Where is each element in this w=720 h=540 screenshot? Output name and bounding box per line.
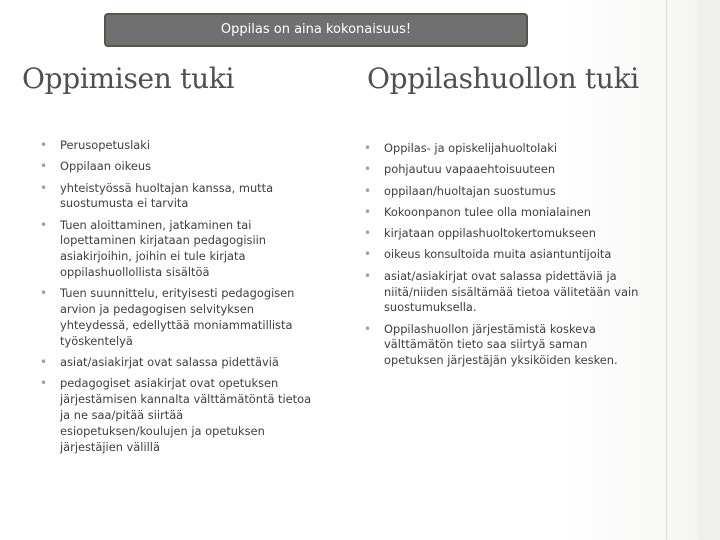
list-item — [32, 218, 314, 281]
bullet-icon: • — [40, 376, 48, 391]
list-item — [32, 181, 314, 213]
list-item — [32, 355, 314, 371]
list-item-text: Perusopetuslaki — [60, 138, 151, 152]
list-item-text: pohjautuu vapaaehtoisuuteen — [384, 162, 556, 177]
bullet-icon: • — [364, 268, 372, 283]
left-column-title: Oppimisen tuki — [22, 62, 235, 95]
bullet-icon: • — [364, 204, 372, 219]
bullet-icon: • — [364, 247, 372, 262]
list-item-text: Kokoonpanon tulee olla monialainen — [384, 204, 592, 219]
bullet-icon: • — [364, 183, 372, 198]
list-item-text: pedagogiset asiakirjat ovat opetuksen järjestämisen kannalta välttämätöntä tietoa ja ne saa/pitää siirtää esiopetuksen/koulujen ja opetuksen järjestäjien välillä — [60, 376, 312, 454]
bullet-icon: • — [364, 321, 372, 336]
list-item-text: Oppilashuollon järjestämistä koskeva välttämätön tieto saa siirtyä saman opetuksen järjestäjän yksiköiden kesken. — [384, 321, 618, 368]
list-item-text: Tuen suunnittelu, erityisesti pedagogisen arvion ja pedagogisen selvityksen yhteydessä, edellyttää moniammatillista työskentelyä — [60, 286, 295, 348]
list-item-text: Tuen aloittaminen, jatkaminen tai lopettaminen kirjataan pedagogisiin asiakirjoihin, joihin ei tule kirjata oppilashuollollista sisältöä — [60, 217, 266, 280]
header-banner — [104, 13, 528, 47]
list-item — [32, 376, 314, 455]
list-item — [356, 205, 646, 221]
list-item-text: asiat/asiakirjat ovat salassa pidettäviä ja niitä/niiden sisältämää tietoa välitetään vain suostumuksella. — [384, 268, 639, 315]
right-column-title: Oppilashuollon tuki — [367, 62, 639, 95]
list-item — [32, 159, 314, 175]
list-item-text: oppilaan/huoltajan suostumus — [384, 183, 556, 198]
left-bullet-list — [32, 138, 314, 461]
list-item-text: yhteistyössä huoltajan kanssa, mutta suostumusta ei tarvita — [60, 180, 274, 211]
decorative-side-band — [698, 0, 720, 540]
list-item-text: Oppilas- ja opiskelijahuoltolaki — [384, 141, 558, 155]
bullet-icon: • — [40, 138, 48, 152]
bullet-icon: • — [364, 141, 372, 155]
bullet-icon: • — [40, 180, 48, 195]
list-item — [356, 184, 646, 200]
bullet-icon: • — [40, 217, 48, 232]
list-item-text: oikeus konsultoida muita asiantuntijoita — [384, 247, 612, 262]
bullet-icon: • — [364, 226, 372, 241]
right-bullet-list — [356, 141, 646, 375]
list-item — [356, 141, 646, 157]
list-item — [356, 269, 646, 316]
bullet-icon: • — [40, 286, 48, 301]
list-item-text: kirjataan oppilashuoltokertomukseen — [384, 226, 596, 241]
bullet-icon: • — [364, 162, 372, 177]
list-item — [356, 162, 646, 178]
header-banner-text: Oppilas on aina kokonaisuus! — [220, 22, 412, 37]
list-item — [32, 138, 314, 154]
list-item — [356, 322, 646, 369]
bullet-icon: • — [40, 159, 48, 174]
list-item — [356, 226, 646, 242]
bullet-icon: • — [40, 355, 48, 370]
list-item — [32, 286, 314, 349]
list-item-text: asiat/asiakirjat ovat salassa pidettäviä — [60, 355, 279, 370]
decorative-divider — [666, 0, 667, 540]
list-item — [356, 247, 646, 263]
list-item-text: Oppilaan oikeus — [60, 159, 152, 174]
